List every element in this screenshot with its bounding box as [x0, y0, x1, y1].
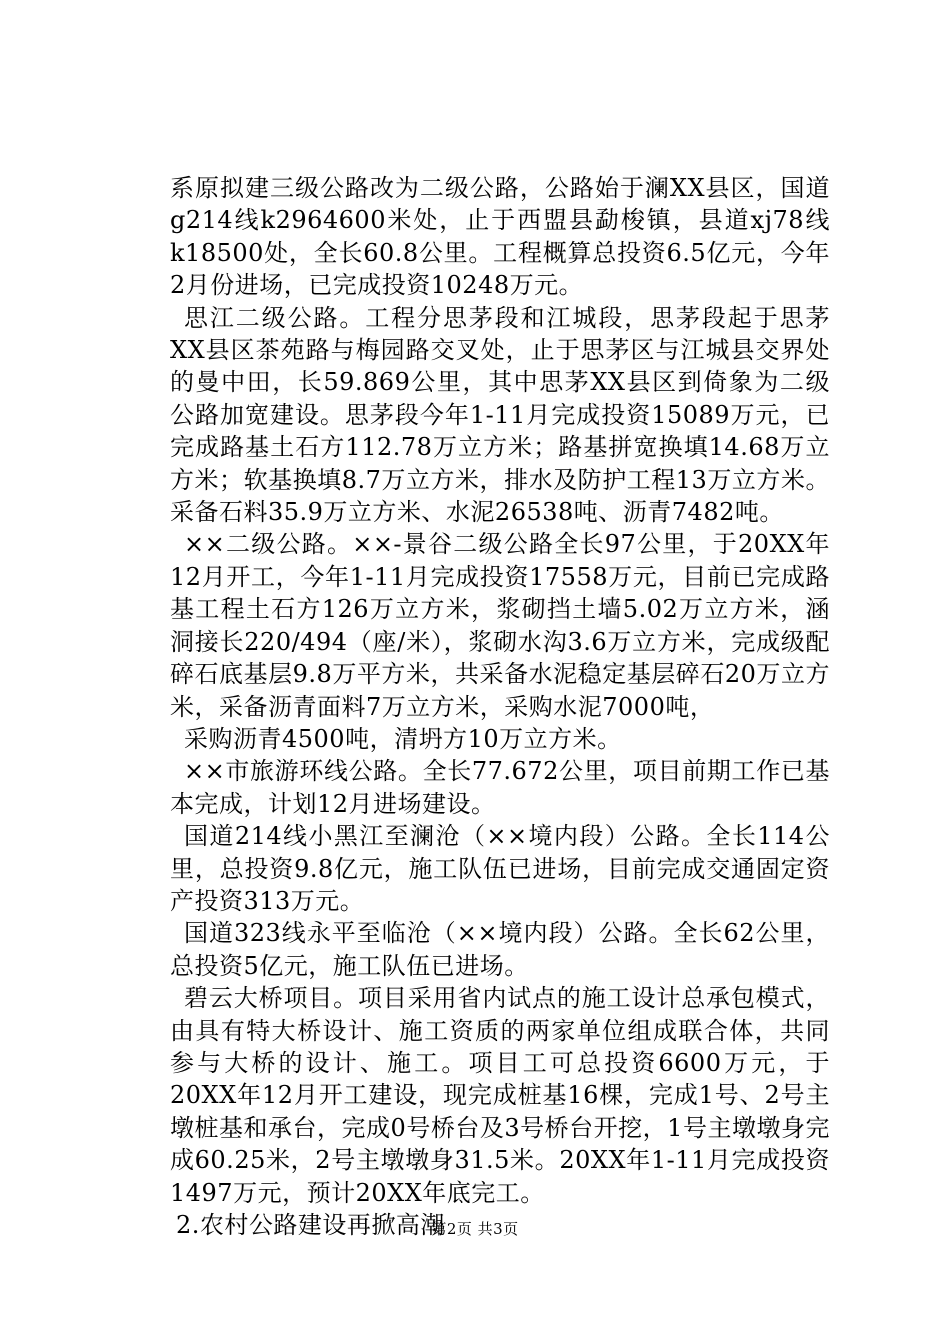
paragraph-sijiang-road: 思江二级公路。工程分思茅段和江城段，思茅段起于思茅XX县区茶苑路与梅园路交叉处，止于思茅区与江城县交界处的曼中田，长59.869公里，其中思茅XX县区到倚象为二级公路加宽建设。思茅段今年1-11月完成投资15089万元，已完成路基土石方112.78万立方米；路基拼宽换填14.68万立方米；软基换填8.7万立方米，排水及防护工程13万立方米。采备石料35.9万立方米、水泥26538吨、沥青7482吨。	[170, 303, 830, 527]
paragraph-biyun-bridge: 碧云大桥项目。项目采用省内试点的施工设计总承包模式，由具有特大桥设计、施工资质的两家单位组成联合体，共同参与大桥的设计、施工。项目工可总投资6600万元，于20XX年12月开工建设，现完成桩基16棵，完成1号、2号主墩桩基和承台，完成0号桥台及3号桥台开挖，1号主墩墩身完成60.25米，2号主墩墩身31.5米。20XX年1-11月完成投资1497万元，预计20XX年底完工。	[170, 984, 830, 1207]
document-body	[170, 172, 830, 1241]
paragraph-national-road-323: 国道323线永平至临沧（××境内段）公路。全长62公里，总投资5亿元，施工队伍已进场。	[170, 919, 830, 980]
paragraph-tourism-ring-road: ××市旅游环线公路。全长77.672公里，项目前期工作已基本完成，计划12月进场建设。	[170, 757, 830, 818]
paragraph-jinggu-road: ××二级公路。××-景谷二级公路全长97公里，于20XX年12月开工，今年1-11月完成投资17558万元，目前已完成路基工程土石方126万立方米，浆砌挡土墙5.02万立方米，涵洞接长220/494（座/米），浆砌水沟3.6万立方米，完成级配碎石底基层9.8万平方米，共采备水泥稳定基层碎石20万立方米，采备沥青面料7万立方米，采购水泥7000吨，	[170, 530, 830, 721]
paragraph-national-road-214: 国道214线小黑江至澜沧（××境内段）公路。全长114公里，总投资9.8亿元，施工队伍已进场，目前完成交通固定资产投资313万元。	[170, 822, 830, 915]
section-heading-rural-roads: 2.农村公路建设再掀高潮	[176, 1211, 445, 1239]
page-footer: 第2页 共3页	[431, 1220, 519, 1238]
paragraph-lancang-ximeng-road: 系原拟建三级公路改为二级公路，公路始于澜XX县区，国道g214线k2964600米处，止于西盟县勐梭镇，县道xj78线k18500处，全长60.8公里。工程概算总投资6.5亿元，今年2月份进场，已完成投资10248万元。	[170, 174, 830, 300]
paragraph-jinggu-road-continued: 采购沥青4500吨，清坍方10万立方米。	[184, 724, 622, 753]
